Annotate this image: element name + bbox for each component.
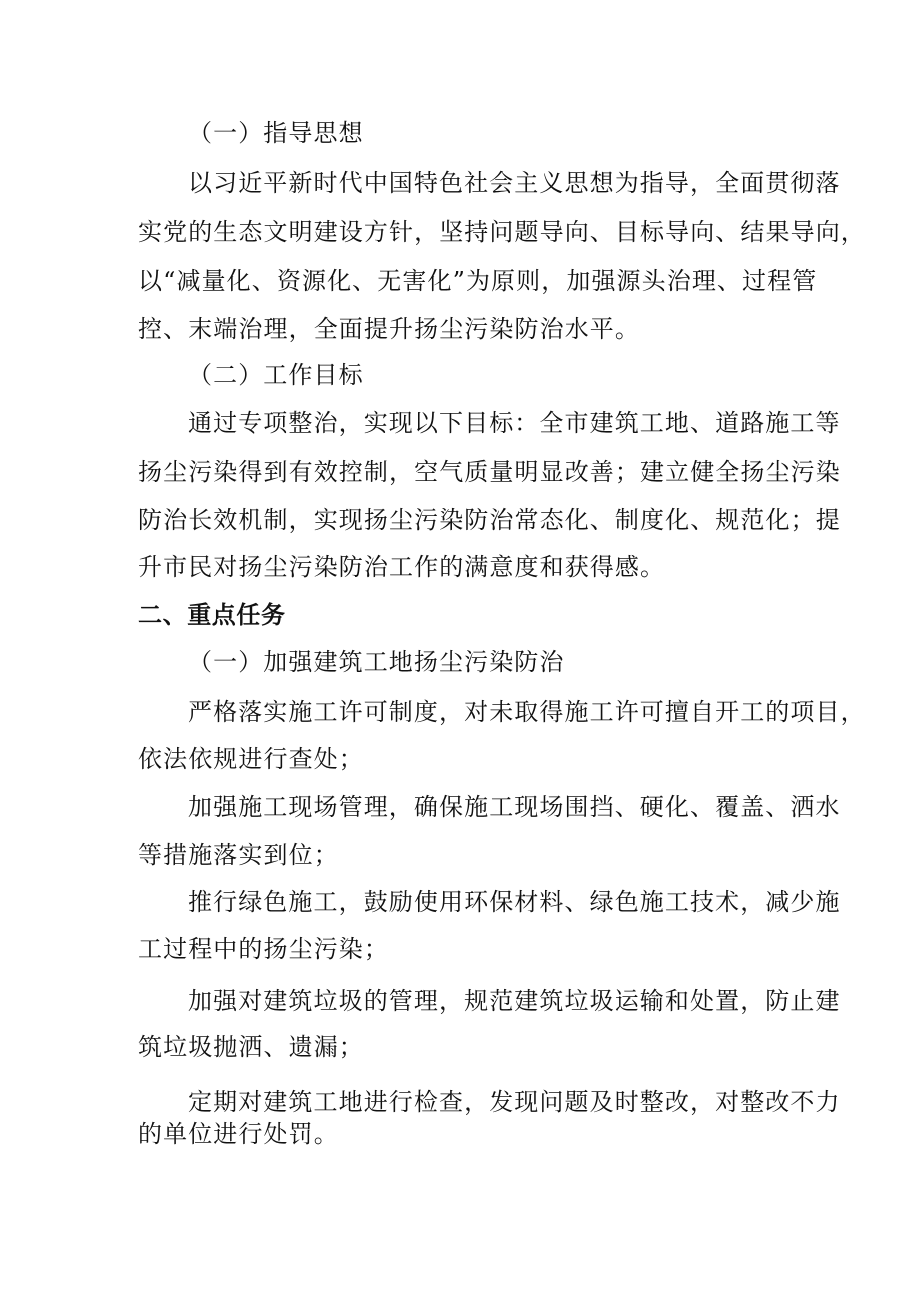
task-item-line: 筑垃圾抛洒、遗漏； [138,1033,364,1061]
section-heading-work-goals: （二）工作目标 [188,361,364,389]
paragraph-line: 控、末端治理，全面提升扬尘污染防治水平。 [138,315,640,343]
paragraph-line: 升市民对扬尘污染防治工作的满意度和获得感。 [138,553,666,581]
paragraph-line: 以习近平新时代中国特色社会主义思想为指导，全面贯彻落 [188,169,841,197]
task-item-line: 加强对建筑垃圾的管理，规范建筑垃圾运输和处置，防止建 [188,987,841,1015]
task-item-line: 等措施落实到位； [138,841,339,869]
task-item-line: 依法依规进行查处； [138,745,364,773]
task-item-line: 加强施工现场管理，确保施工现场围挡、硬化、覆盖、洒水 [188,793,841,821]
task-heading-construction-dust: （一）加强建筑工地扬尘污染防治 [188,648,565,676]
paragraph-line: 以“减量化、资源化、无害化”为原则，加强源头治理、过程管 [138,267,818,295]
paragraph-line: 实党的生态文明建设方针，坚持问题导向、目标导向、结果导向， [138,218,866,246]
task-item-line: 的单位进行处罚。 [138,1120,339,1148]
paragraph-line: 扬尘污染得到有效控制，空气质量明显改善；建立健全扬尘污染 [138,458,841,486]
section-heading-guiding-thought: （一）指导思想 [188,119,364,147]
task-item-line: 工过程中的扬尘污染； [138,935,389,963]
paragraph-line: 防治长效机制，实现扬尘污染防治常态化、制度化、规范化；提 [138,506,841,534]
main-heading-key-tasks: 二、重点任务 [138,601,286,629]
task-item-line: 定期对建筑工地进行检查，发现问题及时整改，对整改不力 [188,1088,841,1116]
task-item-line: 推行绿色施工，鼓励使用环保材料、绿色施工技术，减少施 [188,888,841,916]
task-item-line: 严格落实施工许可制度，对未取得施工许可擅自开工的项目， [188,698,866,726]
paragraph-line: 通过专项整治，实现以下目标：全市建筑工地、道路施工等 [188,409,841,437]
